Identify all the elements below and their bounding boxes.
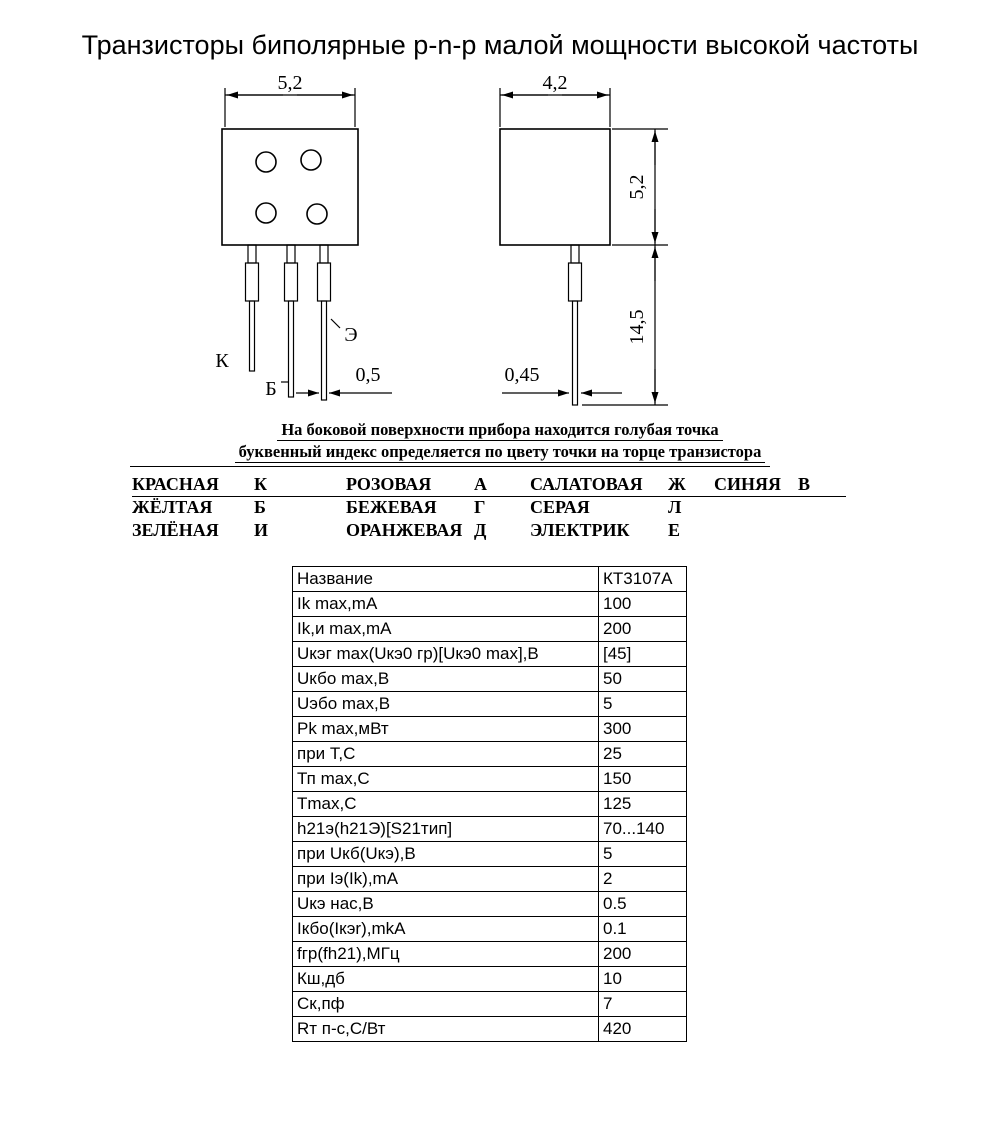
- param-value: 10: [599, 967, 687, 992]
- param-name: Rт п-с,С/Вт: [293, 1017, 599, 1042]
- param-name: при Iэ(Ik),mA: [293, 867, 599, 892]
- package-body-front: [222, 129, 358, 245]
- param-value: 25: [599, 742, 687, 767]
- table-row: [293, 1017, 687, 1042]
- table-row: [293, 592, 687, 617]
- param-name: fгр(fh21),МГц: [293, 942, 599, 967]
- note-line-1: На боковой поверхности прибора находится голубая точка: [277, 419, 722, 441]
- table-row: [293, 992, 687, 1017]
- lead-side: [569, 245, 582, 405]
- color-name: [714, 519, 798, 542]
- color-letter: Д: [474, 520, 487, 540]
- param-value: [45]: [599, 642, 687, 667]
- color-letter: Б: [254, 497, 266, 518]
- color-name: РОЗОВАЯ: [346, 473, 474, 496]
- color-name: [714, 496, 798, 519]
- param-header-value: КТ3107А: [599, 567, 687, 592]
- package-body-side: [500, 129, 610, 245]
- color-letter: Ж: [668, 473, 714, 496]
- param-value: 0.1: [599, 917, 687, 942]
- param-name: Uэбо max,В: [293, 692, 599, 717]
- color-name: ЖЁЛТАЯ: [132, 497, 213, 518]
- table-row: [293, 867, 687, 892]
- param-value: 50: [599, 667, 687, 692]
- table-row: [293, 817, 687, 842]
- color-name: ЭЛЕКТРИК: [530, 520, 630, 540]
- param-value: 5: [599, 692, 687, 717]
- table-row: [293, 742, 687, 767]
- hole-bottom-right: [307, 204, 327, 224]
- side-view: [500, 88, 668, 405]
- color-code-row: [132, 519, 846, 542]
- color-name: СЕРАЯ: [530, 497, 590, 518]
- param-name: при Uкб(Uкэ),В: [293, 842, 599, 867]
- table-header-row: [293, 567, 687, 592]
- package-drawing: [0, 65, 1000, 417]
- param-value: 5: [599, 842, 687, 867]
- color-letter: [798, 519, 846, 542]
- table-row: [293, 717, 687, 742]
- side-lead-width-dim-label: 0,45: [504, 364, 540, 386]
- color-code-table: [132, 473, 846, 542]
- param-value: 0.5: [599, 892, 687, 917]
- lead-base: [285, 245, 298, 397]
- note-line-2: буквенный индекс определяется по цвету точки на торце транзистора: [235, 441, 766, 463]
- collector-pin-label: К: [215, 350, 229, 372]
- color-letter: И: [254, 520, 269, 540]
- color-name: КРАСНАЯ: [132, 473, 254, 496]
- hole-top-right: [301, 150, 321, 170]
- color-name: САЛАТОВАЯ: [530, 473, 668, 496]
- emitter-leader-line: [331, 319, 340, 328]
- table-row: [293, 942, 687, 967]
- hole-top-left: [256, 152, 276, 172]
- param-value: 420: [599, 1017, 687, 1042]
- param-name: при Т,С: [293, 742, 599, 767]
- color-code-row: [132, 496, 846, 519]
- param-name: Tmax,С: [293, 792, 599, 817]
- table-row: [293, 792, 687, 817]
- param-name: Uкэ нас,В: [293, 892, 599, 917]
- table-row: [293, 667, 687, 692]
- table-row: [293, 967, 687, 992]
- color-letter: А: [474, 473, 530, 496]
- color-name: БЕЖЕВАЯ: [346, 497, 437, 518]
- color-letter: Е: [668, 520, 681, 540]
- param-value: 70...140: [599, 817, 687, 842]
- front-width-dim-label: 5,2: [277, 72, 303, 94]
- color-name: ОРАНЖЕВАЯ: [346, 520, 463, 540]
- param-name: Ск,пф: [293, 992, 599, 1017]
- param-value: 150: [599, 767, 687, 792]
- side-width-dim-label: 4,2: [542, 72, 568, 94]
- param-value: 125: [599, 792, 687, 817]
- table-row: [293, 917, 687, 942]
- parameters-table: [292, 566, 687, 1042]
- base-pin-label: Б: [265, 378, 277, 400]
- param-name: Ik,и max,mA: [293, 617, 599, 642]
- page-title: Транзисторы биполярные p-n-p малой мощности высокой частоты: [81, 30, 919, 60]
- param-value: 100: [599, 592, 687, 617]
- front-lead-width-dim-label: 0,5: [355, 364, 381, 386]
- lead-emitter: [318, 245, 331, 400]
- side-lead-length-dim-label: 14,5: [626, 309, 648, 345]
- param-name: Тп max,С: [293, 767, 599, 792]
- front-view: [222, 88, 392, 400]
- param-name: Ik max,mA: [293, 592, 599, 617]
- color-letter: Л: [668, 497, 682, 518]
- divider-line: [130, 466, 770, 467]
- color-letter: Г: [474, 497, 486, 518]
- table-row: [293, 892, 687, 917]
- marking-notes: [0, 419, 1000, 463]
- param-name: Кш,дб: [293, 967, 599, 992]
- table-row: [293, 842, 687, 867]
- table-row: [293, 767, 687, 792]
- side-height-dim-label: 5,2: [626, 174, 648, 200]
- param-name: Uкбо max,В: [293, 667, 599, 692]
- param-value: 300: [599, 717, 687, 742]
- color-name: СИНЯЯ: [714, 473, 798, 496]
- color-name: ЗЕЛЁНАЯ: [132, 520, 219, 540]
- color-code-row: [132, 473, 846, 496]
- param-name: Uкэг max(Uкэ0 гр)[Uкэ0 max],В: [293, 642, 599, 667]
- param-name: Iкбо(Iкэr),mkA: [293, 917, 599, 942]
- color-letter: К: [254, 473, 346, 496]
- param-name: Pk max,мВт: [293, 717, 599, 742]
- param-value: 200: [599, 617, 687, 642]
- table-row: [293, 692, 687, 717]
- param-header-name: Название: [293, 567, 599, 592]
- color-letter: В: [798, 473, 846, 496]
- emitter-pin-label: Э: [344, 324, 358, 346]
- table-row: [293, 642, 687, 667]
- hole-bottom-left: [256, 203, 276, 223]
- param-value: 200: [599, 942, 687, 967]
- table-row: [293, 617, 687, 642]
- lead-collector: [246, 245, 259, 371]
- param-value: 7: [599, 992, 687, 1017]
- param-name: h21э(h21Э)[S21тип]: [293, 817, 599, 842]
- color-letter: [798, 496, 846, 519]
- param-value: 2: [599, 867, 687, 892]
